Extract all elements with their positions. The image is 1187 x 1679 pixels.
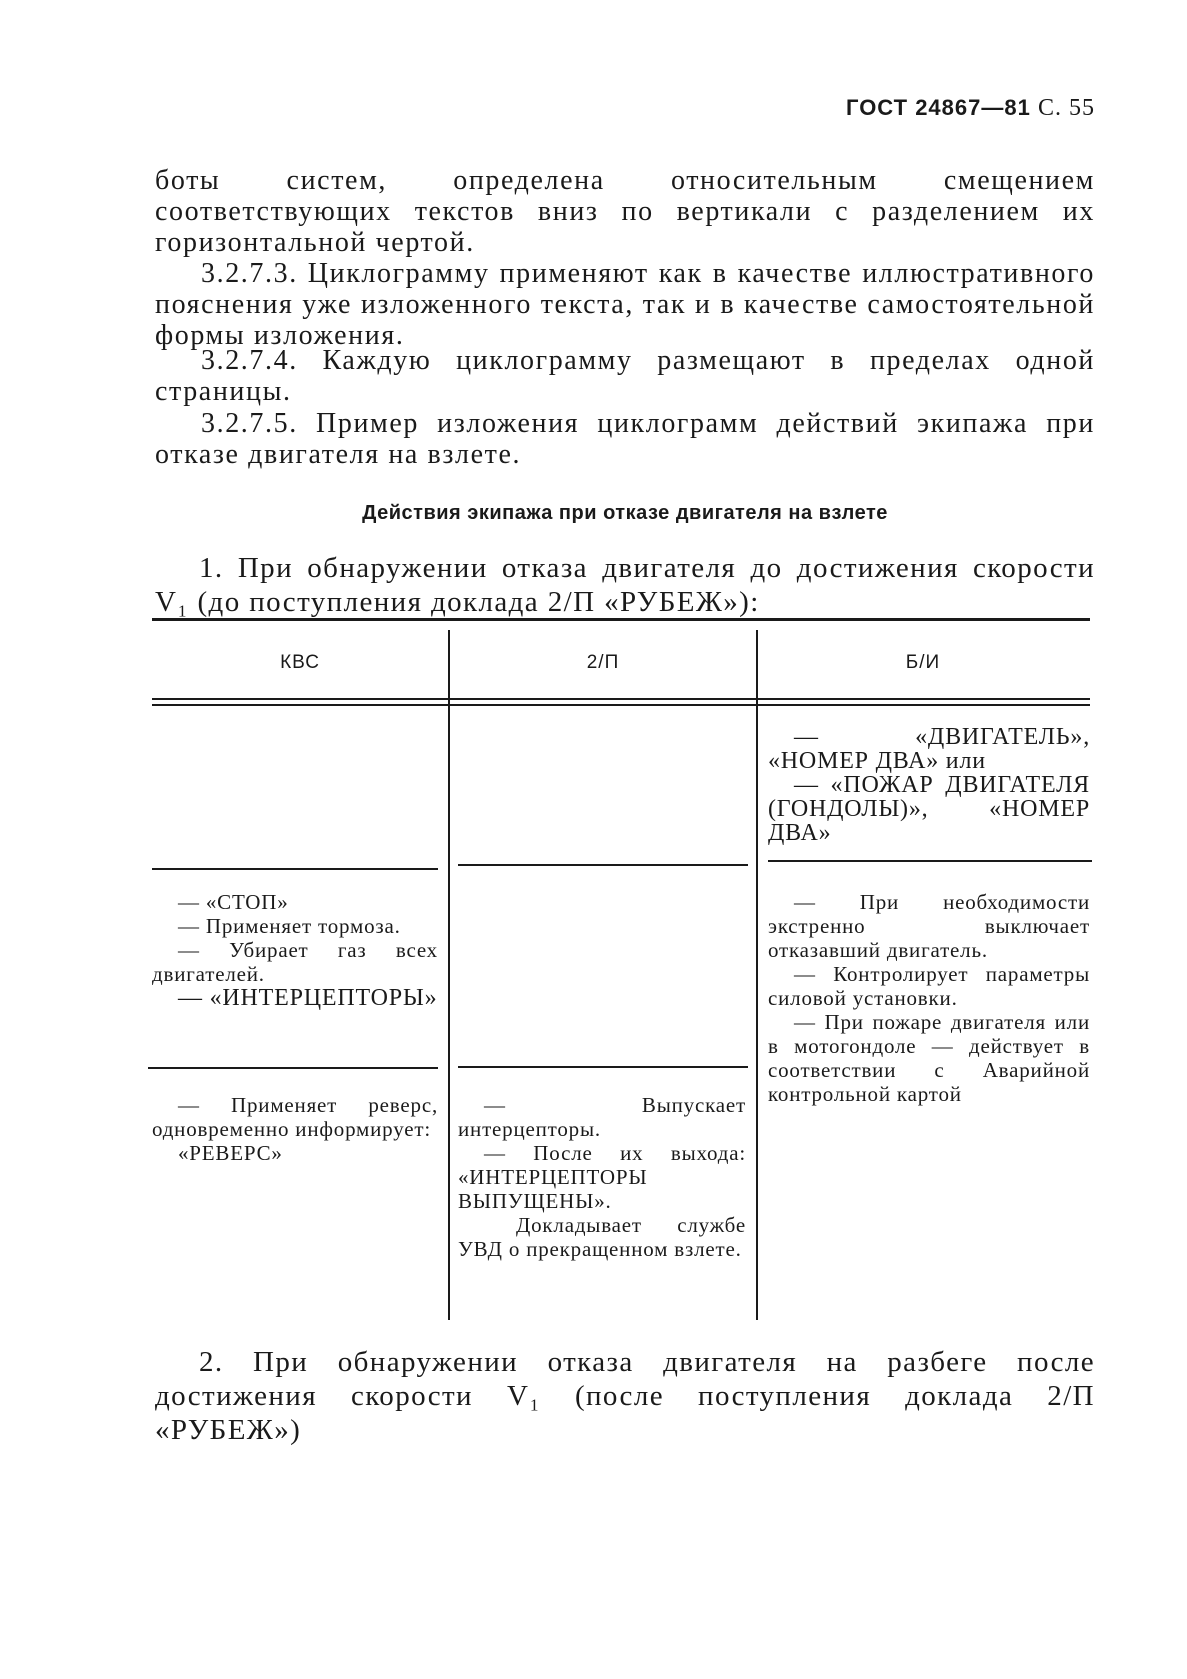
cell-line: — «ДВИГАТЕЛЬ», «НОМЕР ДВА» или <box>768 724 1090 774</box>
row-rule-kvs-2 <box>148 1067 438 1069</box>
item-1-heading: 1. При обнаружении отказа двигателя до достижения скорости V₁ (до поступления доклада 2/П «РУБЕЖ»): <box>155 552 1095 618</box>
cell-line: — Применяет реверс, одновременно информирует: <box>152 1093 438 1141</box>
cell-line: — «ПОЖАР ДВИГАТЕЛЯ (ГОНДОЛЫ)», «НОМЕР ДВА» <box>768 772 1090 846</box>
page-header <box>846 95 1095 122</box>
cell-line: — Применяет тормоза. <box>178 914 401 938</box>
cell-line: — При пожаре двигателя или в мотогондоле — действует в соответствии с Аварийной контрольной картой <box>768 1010 1090 1106</box>
header-rule-2 <box>152 704 1090 706</box>
standard-number: ГОСТ 24867—81 <box>846 95 1031 120</box>
cell-line: Докладывает службе УВД о прекращенном взлете. <box>458 1213 746 1261</box>
cell-line: — После их выхода: «ИНТЕРЦЕПТОРЫ ВЫПУЩЕНЫ». <box>458 1141 746 1213</box>
column-header-fo: 2/П <box>586 652 620 673</box>
cell-line: — Убирает газ всех двигателей. <box>152 938 438 986</box>
cell-line: — «СТОП» <box>178 890 289 914</box>
paragraph-3-2-7-4: 3.2.7.4. Каждую циклограмму размещают в пределах одной страницы. <box>155 345 1095 407</box>
cell-line: — Контролирует параметры силовой установки. <box>768 962 1090 1010</box>
page-number: С. 55 <box>1037 95 1095 121</box>
column-header-kvs: КВС <box>280 652 320 673</box>
paragraph-continued: боты систем, определена относительным смещением соответствующих текстов вниз по вертикали с разделением их горизонтальной чертой. <box>155 165 1095 258</box>
table-top-rule <box>152 618 1090 621</box>
cell-bi-row1 <box>768 725 1090 845</box>
section-title: Действия экипажа при отказе двигателя на взлете <box>362 502 888 524</box>
cell-fo-row3 <box>458 1093 746 1261</box>
cell-kvs-row2 <box>152 890 438 1010</box>
cell-kvs-row3 <box>152 1093 438 1165</box>
cell-line: — При необходимости экстренно выключает отказавший двигатель. <box>768 890 1090 962</box>
cell-bi-row2 <box>768 890 1090 1106</box>
row-rule-fo-1 <box>458 864 748 866</box>
header-rule-1 <box>152 698 1090 700</box>
cell-line: «РЕВЕРС» <box>178 1141 283 1165</box>
paragraph-3-2-7-5: 3.2.7.5. Пример изложения циклограмм действий экипажа при отказе двигателя на взлете. <box>155 408 1095 470</box>
column-divider-1 <box>448 630 450 1320</box>
row-rule-kvs-1 <box>152 868 438 870</box>
column-divider-2 <box>756 630 758 1320</box>
row-rule-fo-2 <box>458 1066 748 1068</box>
cell-line: — «ИНТЕРЦЕПТОРЫ» <box>178 985 438 1011</box>
paragraph-3-2-7-3: 3.2.7.3. Циклограмму применяют как в качестве иллюстративного пояснения уже изложенного текста, так и в качестве самостоятельной формы изложения. <box>155 258 1095 351</box>
cell-line: — Выпускает интерцепторы. <box>458 1093 746 1141</box>
item-2-heading: 2. При обнаружении отказа двигателя на разбеге после достижения скорости V₁ (после поступления доклада 2/П «РУБЕЖ») <box>155 1346 1095 1446</box>
row-rule-bi-1 <box>768 860 1092 862</box>
column-header-bi: Б/И <box>905 652 941 673</box>
